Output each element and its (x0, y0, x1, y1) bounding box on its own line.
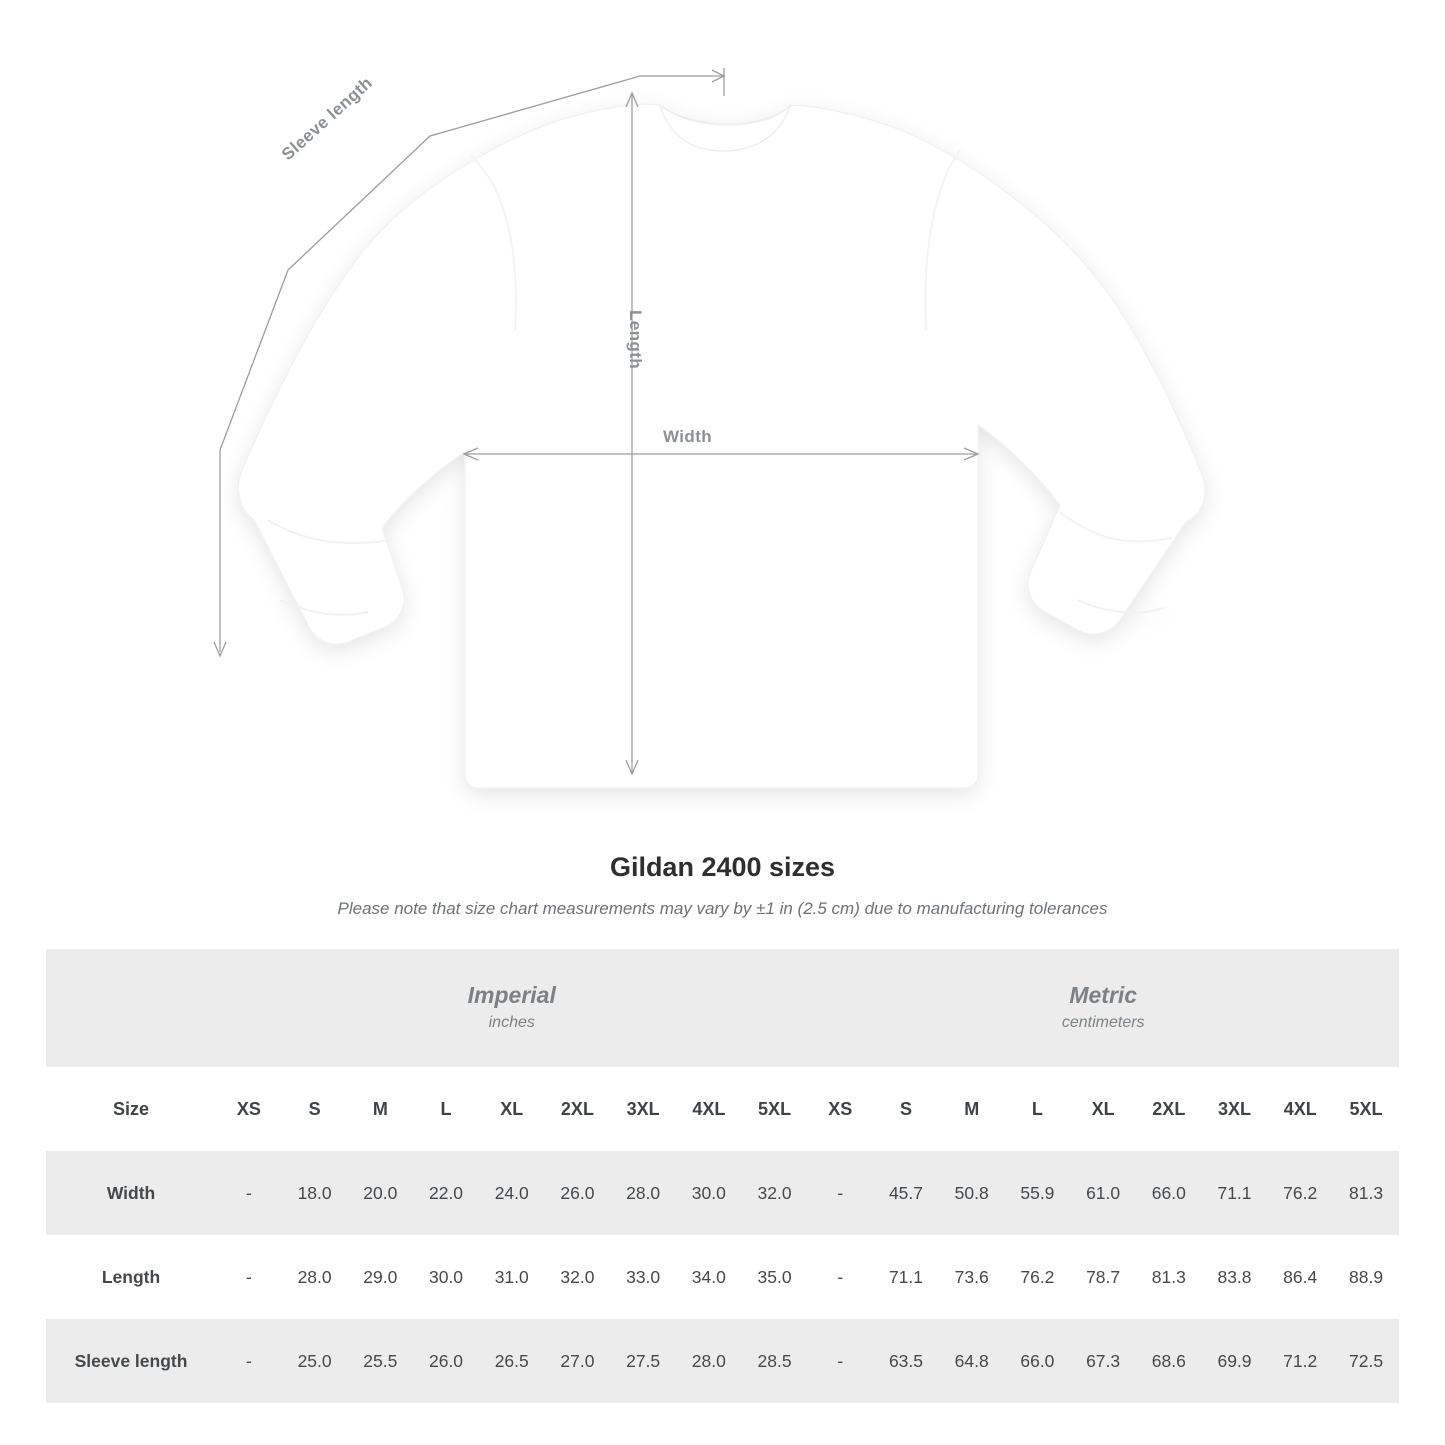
shirt-shape (238, 104, 1205, 788)
cell: 81.3 (1333, 1151, 1399, 1235)
size-header-cell: 4XL (1267, 1067, 1333, 1151)
cell: 83.8 (1202, 1235, 1268, 1319)
cell: 71.1 (1202, 1151, 1268, 1235)
width-dimension-label: Width (663, 427, 713, 446)
cell: 35.0 (742, 1235, 808, 1319)
cell: 72.5 (1333, 1319, 1399, 1403)
cell: - (807, 1235, 873, 1319)
metric-sublabel: centimeters (1061, 1013, 1145, 1031)
size-table-wrapper (46, 949, 1399, 1403)
cell: 29.0 (347, 1235, 413, 1319)
cell: 28.0 (282, 1235, 348, 1319)
size-header-cell: XL (1070, 1067, 1136, 1151)
size-header-cell: XL (479, 1067, 545, 1151)
size-header-cell: M (939, 1067, 1005, 1151)
cell: 26.0 (545, 1151, 611, 1235)
size-header-cell: S (282, 1067, 348, 1151)
size-header-cell: 5XL (742, 1067, 808, 1151)
size-header-cell: S (873, 1067, 939, 1151)
cell: 27.5 (610, 1319, 676, 1403)
size-header-row (46, 1067, 1399, 1151)
unit-header-metric (807, 949, 1399, 1067)
size-header-cell: L (1005, 1067, 1071, 1151)
tolerance-note: Please note that size chart measurements may vary by ±1 in (2.5 cm) due to manufacturing tolerances (337, 899, 1108, 918)
cell: 28.0 (676, 1319, 742, 1403)
cell: 78.7 (1070, 1235, 1136, 1319)
page-title: Gildan 2400 sizes (609, 852, 836, 882)
cell: 55.9 (1005, 1151, 1071, 1235)
size-header-cell: 2XL (545, 1067, 611, 1151)
sleeve-length-dimension-label: Sleeve length (278, 73, 377, 165)
size-header-cell: XS (216, 1067, 282, 1151)
imperial-sublabel: inches (488, 1013, 535, 1031)
cell: 66.0 (1136, 1151, 1202, 1235)
cell: 68.6 (1136, 1319, 1202, 1403)
cell: 28.0 (610, 1151, 676, 1235)
cell: 22.0 (413, 1151, 479, 1235)
cell: - (807, 1319, 873, 1403)
size-header-cell: L (413, 1067, 479, 1151)
cell: 34.0 (676, 1235, 742, 1319)
cell: 69.9 (1202, 1319, 1268, 1403)
cell: 31.0 (479, 1235, 545, 1319)
table-row (46, 1319, 1399, 1403)
cell: 32.0 (742, 1151, 808, 1235)
unit-header-row (46, 949, 1399, 1067)
cell: - (216, 1235, 282, 1319)
size-header-cell: 2XL (1136, 1067, 1202, 1151)
size-header-cell: 3XL (1202, 1067, 1268, 1151)
length-dimension-label: Length (626, 310, 645, 370)
cell: 50.8 (939, 1151, 1005, 1235)
imperial-label: Imperial (467, 981, 556, 1008)
table-row (46, 1151, 1399, 1235)
cell: 18.0 (282, 1151, 348, 1235)
cell: 28.5 (742, 1319, 808, 1403)
cell: 66.0 (1005, 1319, 1071, 1403)
cell: 63.5 (873, 1319, 939, 1403)
unit-header-spacer (46, 949, 216, 1067)
size-header-cell: 5XL (1333, 1067, 1399, 1151)
cell: 26.0 (413, 1319, 479, 1403)
cell: 86.4 (1267, 1235, 1333, 1319)
metric-label: Metric (1069, 981, 1138, 1008)
table-row (46, 1235, 1399, 1319)
cell: 71.1 (873, 1235, 939, 1319)
cell: 30.0 (676, 1151, 742, 1235)
cell: 45.7 (873, 1151, 939, 1235)
size-header-cell: 4XL (676, 1067, 742, 1151)
cell: 61.0 (1070, 1151, 1136, 1235)
cell: 25.5 (347, 1319, 413, 1403)
cell: 26.5 (479, 1319, 545, 1403)
cell: 67.3 (1070, 1319, 1136, 1403)
row-label-sleeve-length: Sleeve length (46, 1319, 216, 1403)
row-label-length: Length (46, 1235, 216, 1319)
row-label-width: Width (46, 1151, 216, 1235)
cell: 81.3 (1136, 1235, 1202, 1319)
cell: - (807, 1151, 873, 1235)
title-block (0, 852, 1445, 919)
cell: 73.6 (939, 1235, 1005, 1319)
cell: 32.0 (545, 1235, 611, 1319)
cell: - (216, 1319, 282, 1403)
cell: 64.8 (939, 1319, 1005, 1403)
cell: 88.9 (1333, 1235, 1399, 1319)
size-header-cell: 3XL (610, 1067, 676, 1151)
cell: 24.0 (479, 1151, 545, 1235)
cell: 71.2 (1267, 1319, 1333, 1403)
cell: 76.2 (1267, 1151, 1333, 1235)
size-header-label: Size (46, 1067, 216, 1151)
cell: - (216, 1151, 282, 1235)
cell: 27.0 (545, 1319, 611, 1403)
size-header-cell: XS (807, 1067, 873, 1151)
size-header-cell: M (347, 1067, 413, 1151)
cell: 76.2 (1005, 1235, 1071, 1319)
cell: 33.0 (610, 1235, 676, 1319)
cell: 20.0 (347, 1151, 413, 1235)
size-table (46, 949, 1399, 1403)
cell: 30.0 (413, 1235, 479, 1319)
cell: 25.0 (282, 1319, 348, 1403)
unit-header-imperial (216, 949, 807, 1067)
